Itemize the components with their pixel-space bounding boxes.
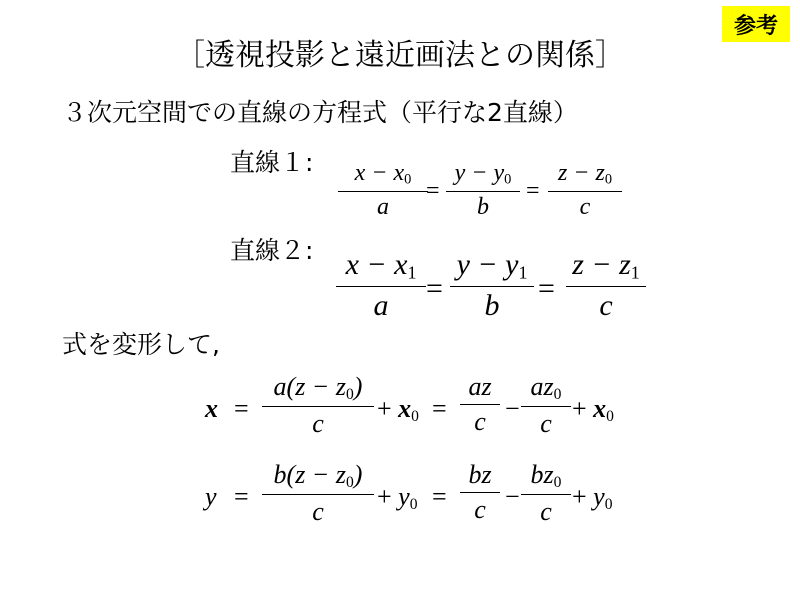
fraction: $y - y_1$ b xyxy=(450,248,534,323)
equals-sign: = xyxy=(432,394,447,423)
equals-sign: = xyxy=(526,178,540,204)
minus-sign: − xyxy=(505,394,520,423)
fraction: az c xyxy=(460,372,500,437)
section-heading: ３次元空間での直線の方程式（平行な2直線） xyxy=(62,98,578,127)
math-symbol: x xyxy=(205,394,218,423)
fraction: bz c xyxy=(460,460,500,525)
fraction: $z - z_1$ c xyxy=(566,248,646,323)
math-term: + $x_0$ xyxy=(572,394,614,425)
math-symbol: y xyxy=(205,482,217,511)
math-term: + $y_0$ xyxy=(572,482,613,513)
equals-sign: = xyxy=(234,394,249,423)
equals-sign: = xyxy=(234,482,249,511)
equals-sign: = xyxy=(426,178,440,204)
equals-sign: = xyxy=(538,272,555,305)
minus-sign: − xyxy=(505,482,520,511)
fraction: $az_0$ c xyxy=(521,372,571,439)
equals-sign: = xyxy=(426,272,443,305)
fraction: $a(z - z_0)$ c xyxy=(262,372,374,439)
transform-label: 式を変形して, xyxy=(62,330,220,359)
line2-label: 直線２: xyxy=(230,236,314,265)
fraction: $bz_0$ c xyxy=(521,460,571,527)
fraction: $x - x_1$ a xyxy=(336,248,426,323)
math-term: + $x_0$ xyxy=(377,394,419,425)
fraction: $b(z - z_0)$ c xyxy=(262,460,374,527)
page-title: ［透視投影と遠近画法との関係］ xyxy=(175,38,625,73)
equals-sign: = xyxy=(432,482,447,511)
math-term: + $y_0$ xyxy=(377,482,418,513)
line1-label: 直線１: xyxy=(230,148,314,177)
fraction: $z - z_0$ c xyxy=(548,160,622,221)
reference-badge: 参考 xyxy=(722,6,790,42)
fraction: $x - x_0$ a xyxy=(338,160,428,221)
fraction: $y - y_0$ b xyxy=(446,160,520,221)
